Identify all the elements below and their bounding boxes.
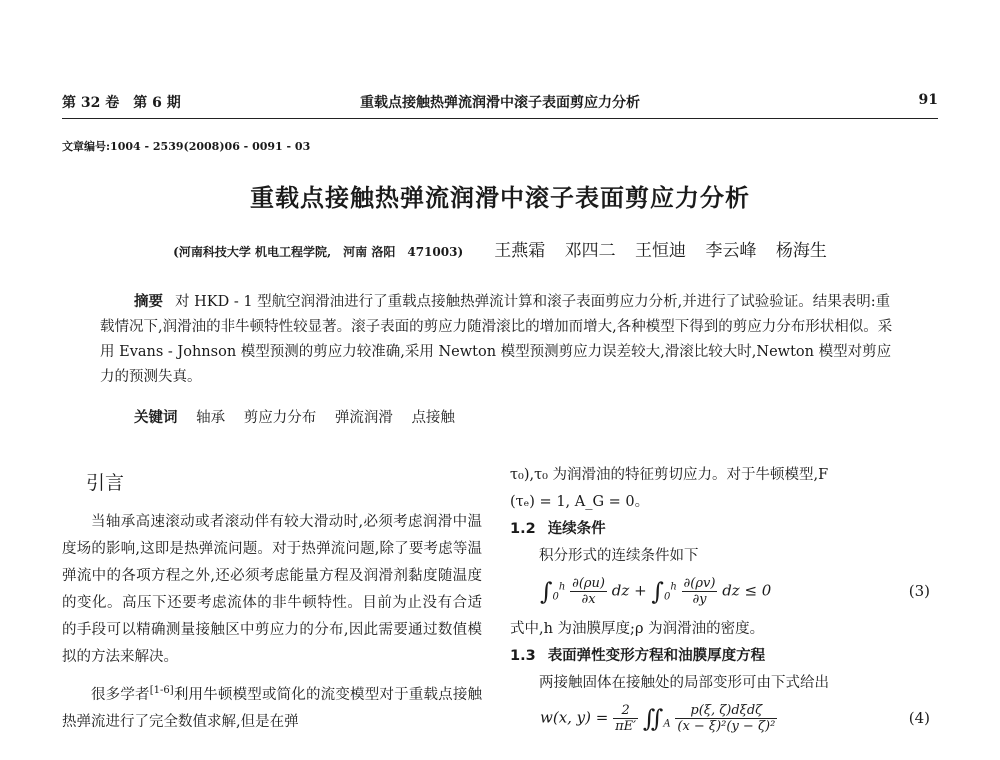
intro-paragraph-2 (62, 677, 482, 736)
right-column (510, 462, 940, 743)
fraction (613, 703, 638, 734)
section-title-introduction: 引言 (86, 472, 125, 494)
denominator: (x − ξ)²(y − ζ)² (677, 719, 776, 734)
author-list (480, 241, 827, 261)
subsection-number: 1.3 (510, 648, 536, 664)
equation-3-body: $\int_0^h$ $\frac{\partial(\rho u)}{\partial x}$ dz + $\int_0^h$ $\frac{\partial(\rho v)}{\partial y}$ dz ≤ 0 (540, 576, 772, 607)
numerator: p(ξ, ζ)dξdζ (675, 703, 777, 719)
equation-4-body: w(x, y) = $\frac{2}{\pi E'}$ $∬_A$ $\frac{\text{p(ξ, ζ)dξdζ}}{\text{(x − ξ)²(y − ζ)²}}$ (540, 703, 776, 734)
intro-paragraph-1: 当轴承高速滚动或者滚动伴有较大滑动时,必须考虑润滑中温度场的影响,这即是热弹流问题。对于热弹流问题,除了要考虑等温弹流中的各项方程之外,还必须考虑能量方程及润滑剂黏度随温度的变化。高压下还要考虑流体的非牛顿特性。目前为止没有合适的手段可以精确测量接触区中剪应力的分布,因此需要通过数值模拟的方法来解决。 (62, 514, 482, 665)
equation-3 (510, 570, 940, 616)
keywords (134, 406, 469, 427)
numerator: ∂(ρv) (683, 576, 716, 591)
denominator: πE′ (615, 719, 637, 734)
equation-text: dz ≤ 0 (722, 581, 772, 600)
article-number: 文章编号:1004 - 2539(2008)06 - 0091 - 03 (62, 140, 311, 153)
author: 邓四二 (564, 241, 616, 261)
citation-ref: [1-6] (149, 685, 174, 696)
header-rule (62, 118, 938, 119)
author: 王燕霜 (494, 241, 546, 261)
keywords-label: 关键词 (134, 410, 178, 426)
deformation-intro: 两接触固体在接触处的局部变形可由下式给出 (539, 675, 829, 691)
author: 王恒迪 (635, 241, 687, 261)
subsection-1-3 (510, 643, 940, 670)
equation-number: (4) (908, 709, 930, 727)
affiliation: (河南科技大学 机电工程学院, 河南 洛阳 471003) (173, 245, 464, 259)
keyword: 剪应力分布 (243, 410, 317, 426)
abstract-text: 对 HKD - 1 型航空润滑油进行了重载点接触热弹流计算和滚子表面剪应力分析,并进行了试验验证。结果表明:重载情况下,润滑油的非牛顿特性较显著。滚子表面的剪应力随滑滚比的增加而增大,各种模型下得到的剪应力分布形状相似。采用 Evans - Johnson 模型预测的剪应力较准确,采用 Newton 模型预测剪应力误差较大,滑滚比较大时,Newton 模型对剪应力的预测失真。 (100, 294, 893, 385)
where-clause: 式中,h 为油膜厚度;ρ 为润滑油的密度。 (510, 621, 765, 637)
integral-sign: ∫ (651, 577, 664, 606)
author: 李云峰 (705, 241, 757, 261)
equation-text: dz + (611, 581, 647, 600)
fraction (570, 576, 607, 607)
denominator: ∂y (692, 592, 707, 607)
byline (0, 236, 1000, 261)
left-column (62, 462, 482, 736)
header-running-title: 重载点接触热弹流润滑中滚子表面剪应力分析 (360, 95, 640, 111)
continued-line-2: (τₑ) = 1, A_G = 0。 (510, 494, 650, 510)
keyword: 弹流润滑 (334, 410, 393, 426)
equation-4 (510, 697, 940, 743)
abstract-label: 摘要 (134, 294, 163, 310)
keyword: 轴承 (196, 410, 226, 426)
subsection-title: 连续条件 (547, 521, 606, 537)
subsection-number: 1.2 (510, 521, 536, 537)
continuity-intro: 积分形式的连续条件如下 (539, 548, 699, 564)
integral-sign: ∫ (540, 577, 553, 606)
equation-text: w(x, y) = (540, 708, 609, 727)
denominator: ∂x (581, 592, 596, 607)
double-integral-sign: ∬ (642, 704, 664, 733)
para-text: 很多学者 (91, 686, 150, 703)
continued-line-1: τ₀),τ₀ 为润滑油的特征剪切应力。对于牛顿模型,F (510, 467, 829, 483)
equation-number: (3) (908, 582, 930, 600)
author: 杨海生 (775, 241, 827, 261)
paper-title: 重载点接触热弹流润滑中滚子表面剪应力分析 (250, 184, 750, 212)
fraction (675, 703, 777, 734)
header-volume-issue: 第 32 卷 第 6 期 (62, 95, 181, 111)
numerator: ∂(ρu) (572, 576, 606, 591)
fraction (682, 576, 718, 607)
subsection-title: 表面弹性变形方程和油膜厚度方程 (547, 648, 766, 664)
subsection-1-2 (510, 516, 940, 543)
keyword: 点接触 (411, 410, 455, 426)
abstract (100, 290, 900, 390)
header-page-number: 91 (918, 92, 938, 108)
para-text: 利用牛顿模型或简化的流变模型对于重载点接触热弹流进行了完全数值求解,但是在弹 (62, 686, 483, 730)
numerator: 2 (613, 703, 638, 719)
